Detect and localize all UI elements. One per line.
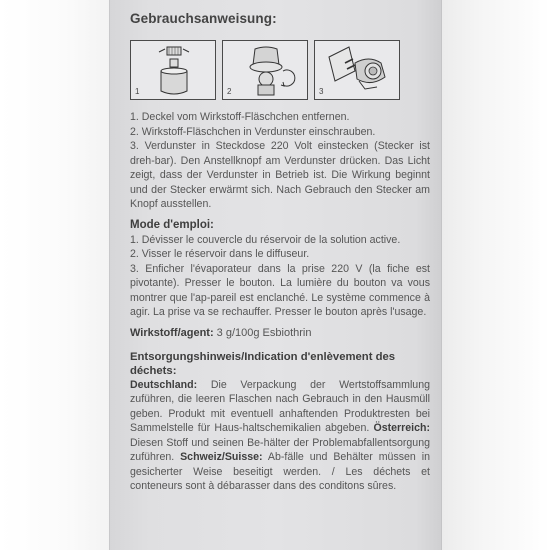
- german-step-3: 3. Verdunster in Steckdose 220 Volt einstecken (Stecker ist dreh-bar). Den Anstellknopf am Verdunster drücken. Das Licht zeigt, dass der Verdunster in Betrieb ist. Die Wirkung beginnt und der Stecker erwärmt sich. Nach Gebrauch den Stecker am Knopf ausstellen.: [130, 140, 430, 210]
- bottle-cap-removal-icon: [131, 41, 217, 101]
- instructions-title: Gebrauchsanweisung:: [130, 11, 277, 26]
- disposal-germany-text: Die Verpackung der Wertstoffsammlung zuführen, die leeren Flaschen nach Gebrauch in den Hausmüll geben. Produkt mit eventuell anhaftenden Produktresten bei Sammelstelle für Haus-haltschemikalien abgeben.: [130, 378, 430, 434]
- disposal-austria-label: Österreich:: [373, 422, 430, 434]
- instructions-content: [130, 10, 430, 494]
- illustration-step-1: [130, 40, 216, 100]
- french-steps: [130, 233, 430, 320]
- french-step-1: 1. Dévisser le couvercle du réservoir de la solution active.: [130, 233, 401, 246]
- disposal-heading: Entsorgungshinweis/Indication d'enlèvement des déchets:: [130, 350, 396, 377]
- french-step-2: 2. Visser le réservoir dans le diffuseur.: [130, 248, 310, 260]
- active-agent-line: [130, 326, 430, 340]
- disposal-austria-text: Diesen Stoff und seinen Be-hälter der Problemabfallentsorgung zuführen.: [130, 436, 430, 463]
- disposal-switzerland-text: Ab-fälle und Behälter müssen in gesicherter Weise beseitigt werden. / Les déchets et conteneurs sont à débarasser dans des conditons sûres.: [130, 451, 430, 492]
- bottle-screw-in-icon: [223, 41, 309, 101]
- french-step-3: 3. Enficher l'évaporateur dans la prise 220 V (la fiche est pivotante). Presser le bouton. La lumière du bouton va vous montrer que l'ap-pareil est enclanché. Le système commence à agir. La prise va se rechauffer. Presser le bouton après l'usage.: [130, 262, 430, 318]
- illustration-step-2: [222, 40, 308, 100]
- illustration-number: 3: [319, 87, 324, 96]
- illustration-step-3: [314, 40, 400, 100]
- german-steps: [130, 110, 430, 212]
- background-right: [442, 0, 550, 550]
- illustration-row: [130, 40, 430, 100]
- illustration-number: 2: [227, 87, 232, 96]
- german-step-1: 1. Deckel vom Wirkstoff-Fläschchen entfernen.: [130, 111, 350, 123]
- french-heading: Mode d'emploi:: [130, 218, 214, 231]
- illustration-number: 1: [135, 87, 140, 96]
- disposal-switzerland-label: Schweiz/Suisse:: [180, 451, 263, 463]
- plug-in-socket-icon: [315, 41, 401, 101]
- background-left: [0, 0, 109, 550]
- german-step-2: 2. Wirkstoff-Fläschchen in Verdunster einschrauben.: [130, 125, 376, 138]
- disposal-text: [130, 378, 430, 494]
- active-agent-label: Wirkstoff/agent:: [130, 326, 214, 339]
- active-agent-value: 3 g/100g Esbiothrin: [213, 326, 312, 339]
- disposal-germany-label: Deutschland:: [130, 378, 198, 391]
